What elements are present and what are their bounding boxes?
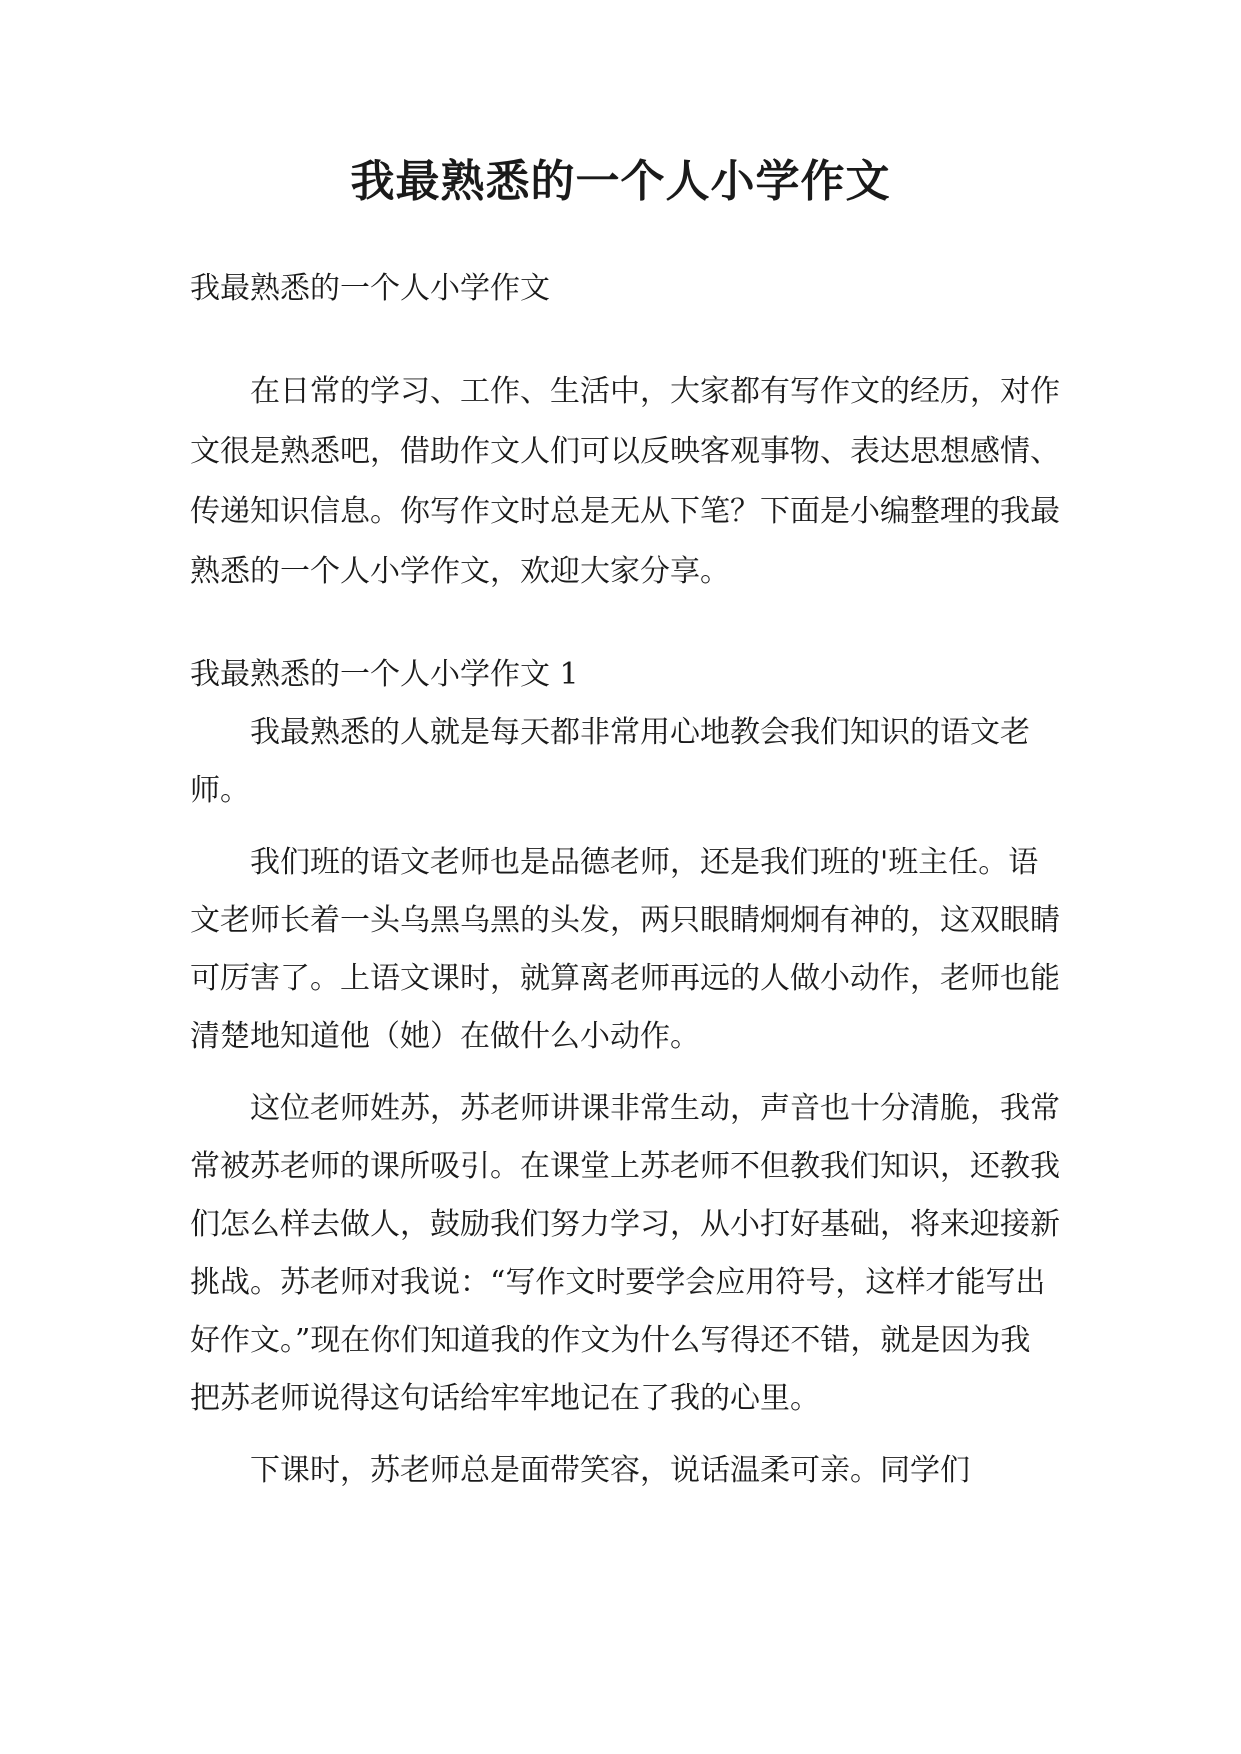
- document-subtitle: 我最熟悉的一个人小学作文: [190, 271, 550, 306]
- document-body: [190, 260, 1060, 1514]
- body-paragraph: 下课时，苏老师总是面带笑容，说话温柔可亲。同学们: [250, 1453, 970, 1488]
- body-paragraph: 我最熟悉的人就是每天都非常用心地教会我们知识的语文老师。: [190, 715, 1030, 808]
- section-heading: 我最熟悉的一个人小学作文 1: [190, 657, 579, 692]
- intro-paragraph: 在日常的学习、工作、生活中，大家都有写作文的经历，对作文很是熟悉吧，借助作文人们可以反映客观事物、表达思想感情、传递知识信息。你写作文时总是无从下笔？下面是小编整理的我最熟悉的一个人小学作文，欢迎大家分享。: [190, 374, 1060, 589]
- body-paragraph: 这位老师姓苏，苏老师讲课非常生动，声音也十分清脆，我常常被苏老师的课所吸引。在课堂上苏老师不但教我们知识，还教我们怎么样去做人，鼓励我们努力学习，从小打好基础，将来迎接新挑战。苏老师对我说：“写作文时要学会应用符号，这样才能写出好作文。”现在你们知道我的作文为什么写得还不错，就是因为我把苏老师说得这句话给牢牢地记在了我的心里。: [190, 1091, 1060, 1416]
- document-title: 我最熟悉的一个人小学作文: [350, 156, 891, 207]
- body-paragraph: 我们班的语文老师也是品德老师，还是我们班的'班主任。语文老师长着一头乌黑乌黑的头发，两只眼睛炯炯有神的，这双眼睛可厉害了。上语文课时，就算离老师再远的人做小动作，老师也能清楚地知道他（她）在做什么小动作。: [190, 845, 1060, 1054]
